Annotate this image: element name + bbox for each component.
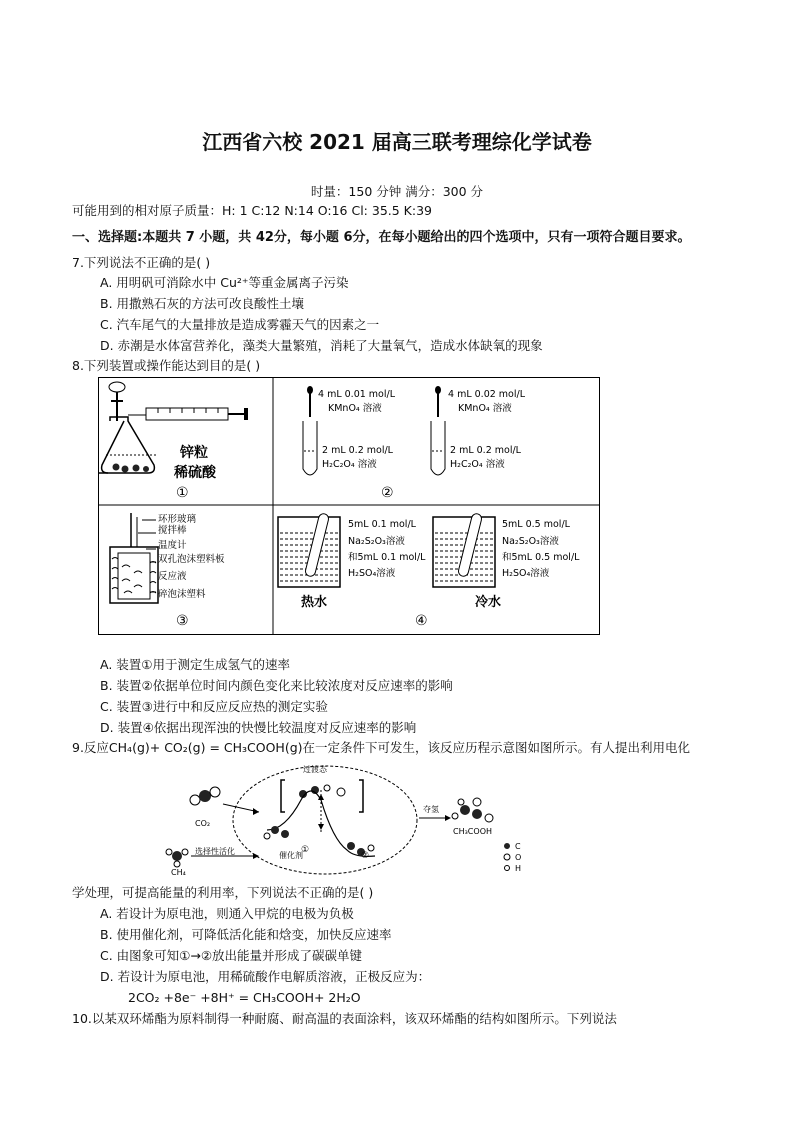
zinc-flask-apparatus: [98, 382, 248, 473]
q7-stem: 7.下列说法不正确的是( ): [72, 255, 211, 270]
exam-meta: 时量：150 分钟 满分：300 分: [310, 184, 484, 199]
q7-option-d: D. 赤潮是水体富营养化，藻类大量繁殖，消耗了大量氧气，造成水体缺氧的现象: [100, 338, 543, 353]
bath1-line4: H₂SO₄溶液: [348, 568, 396, 579]
q8-option-c: C. 装置③进行中和反应反应热的测定实验: [100, 699, 328, 714]
ch4-molecule: [166, 849, 188, 867]
zinc-label: 锌粒: [180, 445, 208, 461]
bath2-line2: Na₂S₂O₃溶液: [502, 536, 559, 547]
catalyst-label: 催化剂: [279, 851, 303, 860]
ch4-label: CH₄: [171, 868, 186, 876]
q7-option-a: A. 用明矾可消除水中 Cu²⁺等重金属离子污染: [100, 275, 349, 290]
atomic-mass-line: 可能用到的相对原子质量：H: 1 C:12 N:14 O:16 Cl: 35.5 K:39: [72, 203, 432, 218]
co2-label: CO₂: [195, 819, 211, 828]
q8-apparatus-figure: [98, 377, 600, 635]
legend-c: C: [515, 842, 521, 851]
state-2-number: ②: [361, 851, 370, 861]
q8-option-b: B. 装置②依据单位时间内颜色变化来比较浓度对反应速率的影响: [100, 678, 453, 693]
legend-h: H: [515, 864, 522, 873]
q7-option-b: B. 用撒熟石灰的方法可改良酸性土壤: [100, 296, 305, 311]
q9-equation: 2CO₂ +8e⁻ +8H⁺ = CH₃COOH+ 2H₂O: [128, 990, 361, 1005]
bath2-line4: H₂SO₄溶液: [502, 568, 550, 579]
device-4-number: ④: [415, 613, 428, 629]
q9-stem: 9.反应CH₄(g)+ CO₂(g) = CH₃COOH(g)在一定条件下可发生，该反应历程示意图如图所示。有人提出利用电化: [72, 740, 691, 755]
tube1-bottom-line1: 2 mL 0.2 mol/L: [322, 445, 393, 456]
calorimeter-label-stirrer: 搅拌棒: [158, 525, 187, 536]
q9-option-c: C. 由图象可知①→②放出能量并形成了碳碳单键: [100, 948, 363, 963]
acetic-acid-molecule: [452, 798, 493, 822]
page-title: 江西省六校 2021 届高三联考理综化学试卷: [202, 130, 592, 154]
calorimeter-label-foam-board: 双孔泡沫塑料板: [158, 554, 225, 565]
tube1-top-line2: KMnO₄ 溶液: [328, 403, 382, 414]
dilute-acid-label: 稀硫酸: [174, 465, 216, 481]
calorimeter-label-ring-glass: 环形玻璃: [158, 514, 197, 525]
q10-stem: 10.以某双环烯酯为原料制得一种耐腐、耐高温的表面涂料，该双环烯酯的结构如图所示。下列说法: [72, 1011, 617, 1026]
co2-molecule: [190, 787, 220, 805]
q9-option-b: B. 使用催化剂，可降低活化能和焓变，加快反应速率: [100, 927, 392, 942]
calorimeter-label-solution: 反应液: [158, 571, 187, 582]
calorimeter-apparatus: [110, 513, 158, 603]
q9-mechanism-figure: [155, 760, 535, 876]
device-1-number: ①: [176, 485, 189, 501]
transition-state-label: 过渡态: [303, 765, 327, 774]
tube2-bottom-line1: 2 mL 0.2 mol/L: [450, 445, 521, 456]
device-2-number: ②: [381, 485, 394, 501]
tube2-bottom-line2: H₂C₂O₄ 溶液: [450, 459, 505, 470]
tube1-top-line1: 4 mL 0.01 mol/L: [318, 389, 396, 400]
bath2-line1: 5mL 0.5 mol/L: [502, 519, 570, 530]
q7-option-c: C. 汽车尾气的大量排放是造成雾霾天气的因素之一: [100, 317, 380, 332]
state-1-number: ①: [301, 845, 310, 855]
acetic-acid-label: CH₃COOH: [453, 827, 493, 836]
tube2-top-line1: 4 mL 0.02 mol/L: [448, 389, 526, 400]
bath1-line3: 和5mL 0.1 mol/L: [348, 552, 426, 563]
selective-activation-label: 选择性活化: [195, 847, 235, 856]
bath1-line2: Na₂S₂O₃溶液: [348, 536, 405, 547]
q9-option-d: D. 若设计为原电池，用稀硫酸作电解质溶液，正极反应为：: [100, 969, 431, 984]
product-arrow-label: 夺氢: [423, 805, 439, 814]
q9-option-a: A. 若设计为原电池，则通入甲烷的电极为负极: [100, 906, 354, 921]
device-3-number: ③: [176, 613, 189, 629]
q8-option-a: A. 装置①用于测定生成氢气的速率: [100, 657, 290, 672]
hot-water-caption: 热水: [301, 595, 328, 610]
calorimeter-label-foam-chips: 碎泡沫塑料: [158, 589, 206, 600]
bath2-line3: 和5mL 0.5 mol/L: [502, 552, 580, 563]
tube1-bottom-line2: H₂C₂O₄ 溶液: [322, 459, 377, 470]
calorimeter-label-thermometer: 温度计: [158, 540, 187, 551]
legend-o: O: [515, 853, 522, 862]
q8-stem: 8.下列装置或操作能达到目的是( ): [72, 358, 261, 373]
q8-option-d: D. 装置④依据出现浑浊的快慢比较温度对反应速率的影响: [100, 720, 417, 735]
section-heading: 一、选择题:本题共 7 小题，共 42分，每小题 6分，在每小题给出的四个选项中，只有一项符合题目要求。: [72, 230, 691, 245]
cold-water-caption: 冷水: [475, 595, 502, 610]
bath1-line1: 5mL 0.1 mol/L: [348, 519, 416, 530]
tube2-top-line2: KMnO₄ 溶液: [458, 403, 512, 414]
q9-stem-continued: 学处理，可提高能量的利用率，下列说法不正确的是( ): [72, 885, 374, 900]
